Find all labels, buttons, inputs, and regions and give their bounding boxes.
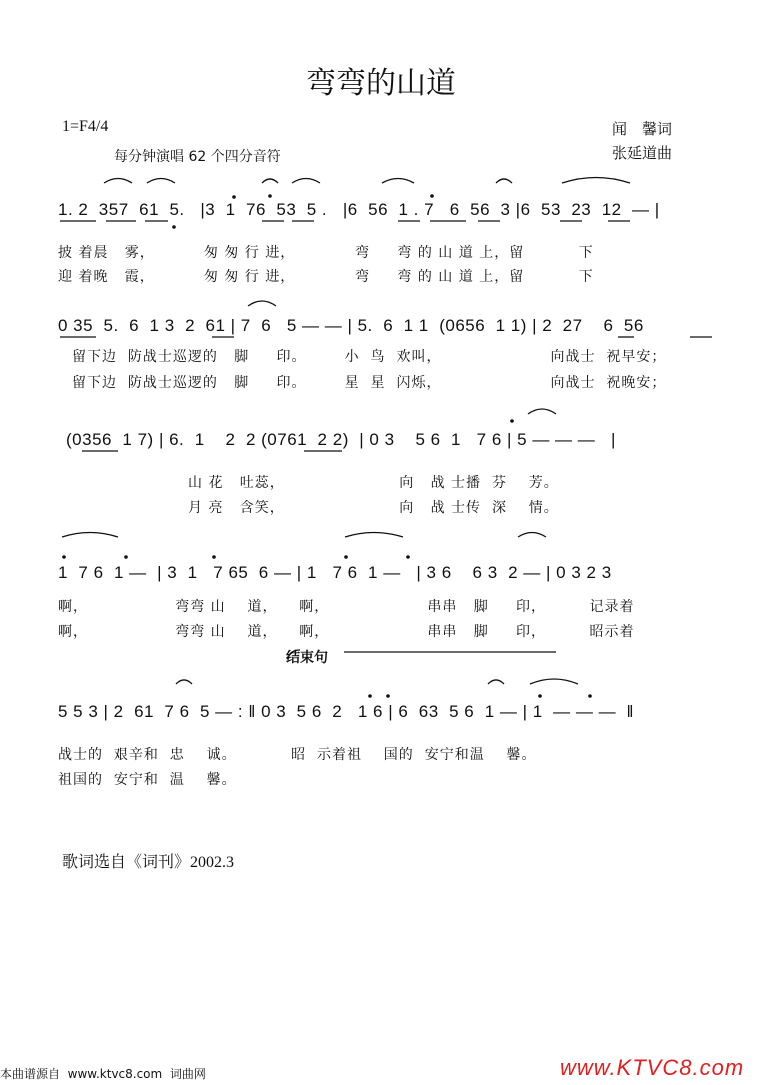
lyric-line-2a: 留下边 防战士巡逻的 脚 印。 小 鸟 欢叫， 向战士 祝早安；	[72, 349, 667, 365]
lyric-line-2b: 留下边 防战士巡逻的 脚 印。 星 星 闪烁， 向战士 祝晚安；	[72, 375, 667, 391]
key-signature: 1=F4/4	[62, 118, 109, 135]
lyric-line-4b: 啊， 弯弯 山 道， 啊， 串串 脚 印， 昭示着	[58, 624, 635, 640]
tempo-marking: 每分钟演唱 62 个四分音符	[114, 149, 281, 165]
lyric-line-1a: 披 着晨 雾， 匆 匆 行 进， 弯 弯 的 山 道 上，留 下	[58, 245, 594, 261]
lyricist-credit: 闻 馨词	[612, 120, 673, 138]
footer-source-text: 本曲谱源自 www.ktvc8.com 词曲网	[0, 1067, 206, 1081]
lyric-line-3a: 山 花 吐蕊， 向 战 士播 芬 芳。	[188, 475, 559, 491]
lyric-line-5b: 祖国的 安宁和 温 馨。	[58, 772, 237, 788]
song-title: 弯弯的山道	[306, 66, 456, 101]
ending-label: 结束句	[286, 650, 328, 666]
notation-line-3: (0356 1 7) | 6. 1 2 2 (0761 2 2) | 0 3 5 6 1 7 6 | 5 — — — |	[66, 430, 616, 449]
notation-line-1: 1. 2 357 61 5. |3 1 76 53 5 . |6 56 1 . 7 6 56 3 |6 53 23 12 — |	[58, 200, 660, 219]
lyric-line-4a: 啊， 弯弯 山 道， 啊， 串串 脚 印， 记录着	[58, 599, 635, 615]
lyric-source: 歌词选自《词刊》2002.3	[62, 854, 235, 871]
lyric-line-1b: 迎 着晚 霞， 匆 匆 行 进， 弯 弯 的 山 道 上，留 下	[58, 269, 594, 285]
notation-line-4: 1 7 6 1 — | 3 1 7 65 6 — | 1 7 6 1 — | 3 6 6 3 2 — | 0 3 2 3	[58, 563, 612, 582]
composer-credit: 张延道曲	[612, 144, 673, 162]
notation-line-5: 5 5 3 | 2 61 7 6 5 — : ‖ 0 3 5 6 2 1 6 | 6 63 5 6 1 — | 1 — — — ‖	[58, 702, 635, 721]
site-logo: www.KTVC8.com	[560, 1055, 745, 1080]
notation-line-2: 0 35 5. 6 1 3 2 61 | 7 6 5 — — | 5. 6 1 1 (0656 1 1) | 2 27 6 56	[58, 316, 644, 335]
lyric-line-5a: 战士的 艰辛和 忠 诚。 昭 示着祖 国的 安宁和温 馨。	[58, 747, 537, 763]
lyric-line-3b: 月 亮 含笑， 向 战 士传 深 情。	[188, 500, 559, 516]
